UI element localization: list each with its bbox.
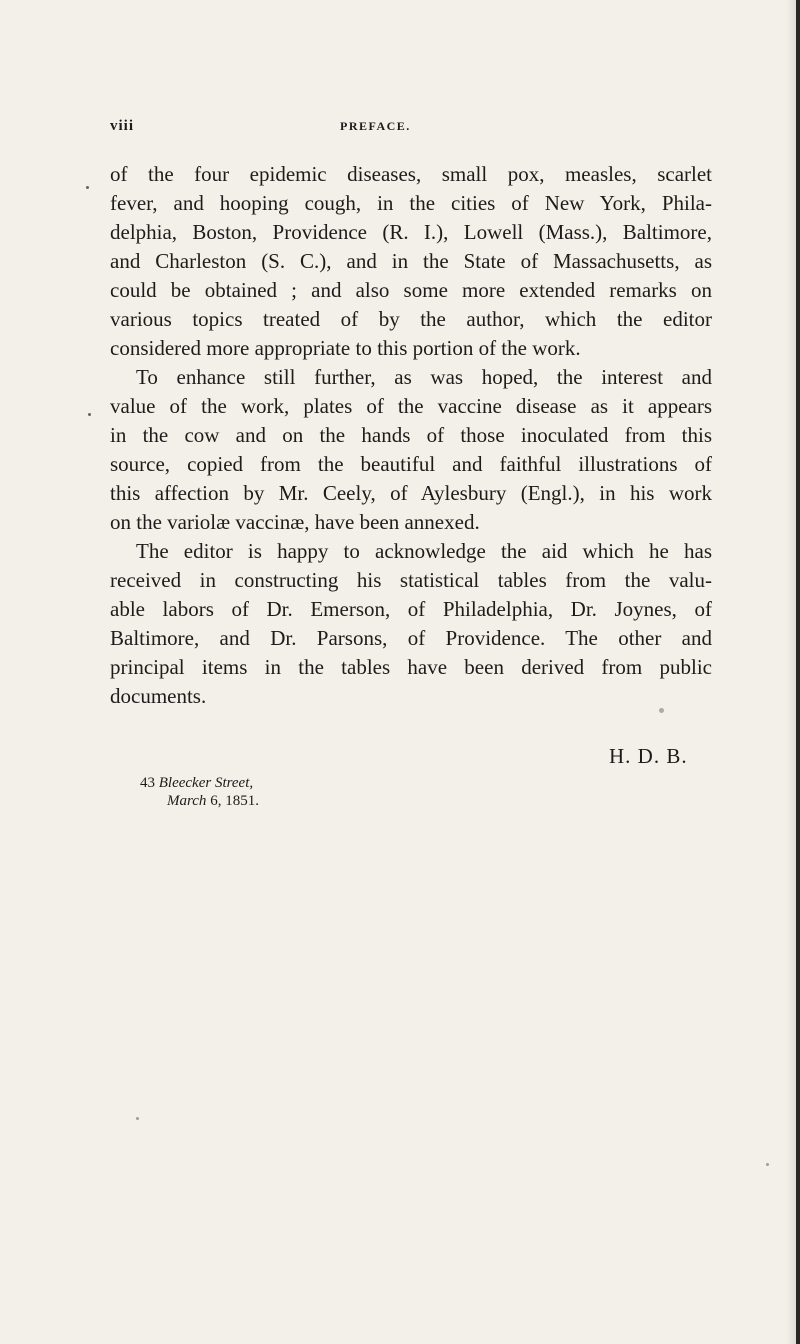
- text-line: delphia, Boston, Providence (R. I.), Lowell (Mass.), Baltimore,: [110, 220, 712, 244]
- address-date: [140, 792, 259, 810]
- scan-speck: [86, 186, 89, 189]
- text-line: Baltimore, and Dr. Parsons, of Providence. The other and: [110, 626, 712, 650]
- text-line: value of the work, plates of the vaccine disease as it appears: [110, 394, 712, 418]
- date-month: March: [167, 793, 207, 809]
- scan-speck: [88, 413, 91, 416]
- text-line: of the four epidemic diseases, small pox, measles, scarlet: [110, 162, 712, 186]
- text-line: could be obtained ; and also some more extended remarks on: [110, 278, 712, 302]
- scan-speck: [659, 708, 664, 713]
- street-name: Bleecker Street,: [158, 775, 254, 791]
- text-line: in the cow and on the hands of those inoculated from this: [110, 423, 712, 447]
- page-number: viii: [110, 118, 135, 134]
- paragraph-3: [110, 537, 712, 711]
- paragraph-1: [110, 160, 712, 363]
- text-line: on the variolæ vaccinæ, have been annexed.: [110, 510, 480, 534]
- text-line: considered more appropriate to this portion of the work.: [110, 336, 581, 360]
- text-line: various topics treated of by the author, which the editor: [110, 307, 712, 331]
- address-block: [140, 774, 259, 810]
- text-line: To enhance still further, as was hoped, the interest and: [136, 365, 712, 389]
- address-street: [140, 774, 259, 792]
- date-day-year: 6, 1851.: [210, 793, 259, 809]
- text-line: and Charleston (S. C.), and in the State of Massachusetts, as: [110, 249, 712, 273]
- text-line: The editor is happy to acknowledge the aid which he has: [136, 539, 712, 563]
- text-line: documents.: [110, 684, 207, 708]
- paragraph-2: [110, 363, 712, 537]
- text-line: received in constructing his statistical tables from the valu-: [110, 568, 712, 592]
- text-line: this affection by Mr. Ceely, of Aylesbury (Engl.), in his work: [110, 481, 712, 505]
- running-head: [110, 118, 700, 138]
- street-number: 43: [140, 775, 155, 791]
- text-line: principal items in the tables have been derived from public: [110, 655, 712, 679]
- text-line: source, copied from the beautiful and faithful illustrations of: [110, 452, 712, 476]
- text-line: able labors of Dr. Emerson, of Philadelphia, Dr. Joynes, of: [110, 597, 712, 621]
- page-edge: [796, 0, 800, 1344]
- body-text: [110, 160, 712, 711]
- running-title: PREFACE.: [340, 119, 411, 133]
- text-line: fever, and hooping cough, in the cities of New York, Phila-: [110, 191, 712, 215]
- scan-speck: [136, 1117, 139, 1120]
- signature-initials: H. D. B.: [609, 744, 688, 768]
- scan-speck: [766, 1163, 769, 1166]
- page-edge-shadow: [786, 0, 796, 1344]
